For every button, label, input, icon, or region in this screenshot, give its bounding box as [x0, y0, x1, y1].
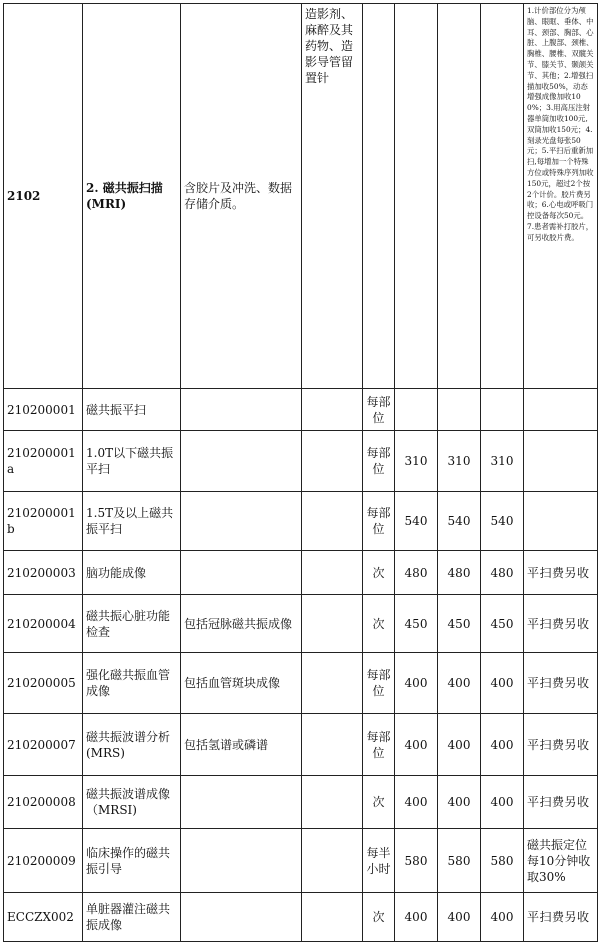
item-price-2: 400 [438, 653, 481, 714]
item-content [181, 389, 302, 431]
category-name: 2. 磁共振扫描(MRI) [83, 4, 181, 389]
item-price-3: 480 [481, 551, 524, 595]
item-note: 平扫费另收 [524, 595, 598, 653]
category-notes: 1.计价部位分为颅脑、眼眶、垂体、中耳、颈部、胸部、心脏、上腹部、颈椎、胸椎、腰椎、双髋关节、膝关节、颞颌关节、其他；2.增强扫描加收50%，动态增强成像加收100%；3.用高压注射器单筒加收100元,双筒加收150元；4.刻录光盘每张50元；5.平扫后重新加扫,每增加一个特殊方位或特殊序列加收150元，超过2个按2个计价。胶片费另收；6.心电或呼吸门控设备每次50元。7.患者需补打胶片，可另收胶片费。 [524, 4, 598, 389]
item-price-2: 400 [438, 893, 481, 942]
item-note [524, 431, 598, 492]
item-except [302, 776, 363, 829]
item-price-1: 400 [395, 776, 438, 829]
item-price-3: 310 [481, 431, 524, 492]
item-name: 脑功能成像 [83, 551, 181, 595]
table-row [4, 893, 598, 942]
item-note: 平扫费另收 [524, 653, 598, 714]
item-unit: 每部位 [363, 431, 395, 492]
item-code: 210200008 [4, 776, 83, 829]
category-row [4, 4, 598, 389]
item-name: 单脏器灌注磁共振成像 [83, 893, 181, 942]
item-except [302, 492, 363, 551]
table-row [4, 595, 598, 653]
item-unit: 次 [363, 595, 395, 653]
item-content [181, 829, 302, 893]
item-content: 包括氢谱或磷谱 [181, 714, 302, 776]
item-price-2: 400 [438, 714, 481, 776]
item-code: 210200005 [4, 653, 83, 714]
item-code: 210200007 [4, 714, 83, 776]
category-price-1 [395, 4, 438, 389]
item-except [302, 595, 363, 653]
item-code: 210200001 [4, 389, 83, 431]
item-price-3: 400 [481, 653, 524, 714]
item-except [302, 653, 363, 714]
item-price-2 [438, 389, 481, 431]
item-price-2: 310 [438, 431, 481, 492]
category-content: 含胶片及冲洗、数据存储介质。 [181, 4, 302, 389]
item-note [524, 492, 598, 551]
item-price-1: 400 [395, 714, 438, 776]
item-unit: 次 [363, 551, 395, 595]
item-code: 210200003 [4, 551, 83, 595]
item-unit: 每部位 [363, 714, 395, 776]
item-note [524, 389, 598, 431]
table-row [4, 492, 598, 551]
item-note: 磁共振定位每10分钟收取30% [524, 829, 598, 893]
item-content [181, 893, 302, 942]
item-name: 磁共振平扫 [83, 389, 181, 431]
item-price-1: 540 [395, 492, 438, 551]
item-price-1: 450 [395, 595, 438, 653]
item-price-1: 400 [395, 893, 438, 942]
item-price-3: 580 [481, 829, 524, 893]
item-name: 1.5T及以上磁共振平扫 [83, 492, 181, 551]
table-row [4, 389, 598, 431]
item-content: 包括冠脉磁共振成像 [181, 595, 302, 653]
price-table [3, 3, 598, 942]
item-unit: 每部位 [363, 653, 395, 714]
item-name: 1.0T以下磁共振平扫 [83, 431, 181, 492]
category-code: 2102 [4, 4, 83, 389]
item-code: 210200001b [4, 492, 83, 551]
item-unit: 每半小时 [363, 829, 395, 893]
item-except [302, 829, 363, 893]
item-except [302, 431, 363, 492]
item-name: 磁共振波谱成像（MRSI) [83, 776, 181, 829]
item-name: 磁共振波谱分析(MRS) [83, 714, 181, 776]
item-name: 强化磁共振血管成像 [83, 653, 181, 714]
item-unit: 每部位 [363, 492, 395, 551]
item-price-1: 310 [395, 431, 438, 492]
item-content [181, 492, 302, 551]
item-content: 包括血管斑块成像 [181, 653, 302, 714]
item-code: ECCZX002 [4, 893, 83, 942]
table-row [4, 551, 598, 595]
item-price-3 [481, 389, 524, 431]
item-note: 平扫费另收 [524, 551, 598, 595]
item-content [181, 776, 302, 829]
item-unit: 次 [363, 893, 395, 942]
item-name: 临床操作的磁共振引导 [83, 829, 181, 893]
item-except [302, 389, 363, 431]
item-code: 210200009 [4, 829, 83, 893]
item-except [302, 714, 363, 776]
item-content [181, 551, 302, 595]
category-price-3 [481, 4, 524, 389]
item-note: 平扫费另收 [524, 893, 598, 942]
item-note: 平扫费另收 [524, 776, 598, 829]
category-price-2 [438, 4, 481, 389]
item-unit: 次 [363, 776, 395, 829]
item-price-1: 580 [395, 829, 438, 893]
item-code: 210200001a [4, 431, 83, 492]
category-except: 造影剂、麻醉及其药物、造影导管留置针 [302, 4, 363, 389]
item-price-3: 540 [481, 492, 524, 551]
category-unit [363, 4, 395, 389]
item-except [302, 551, 363, 595]
item-price-3: 450 [481, 595, 524, 653]
item-note: 平扫费另收 [524, 714, 598, 776]
table-row [4, 653, 598, 714]
item-price-1 [395, 389, 438, 431]
item-price-2: 540 [438, 492, 481, 551]
item-content [181, 431, 302, 492]
item-except [302, 893, 363, 942]
item-price-3: 400 [481, 893, 524, 942]
item-price-2: 400 [438, 776, 481, 829]
item-code: 210200004 [4, 595, 83, 653]
item-price-1: 480 [395, 551, 438, 595]
item-price-3: 400 [481, 776, 524, 829]
item-price-2: 480 [438, 551, 481, 595]
item-price-3: 400 [481, 714, 524, 776]
table-row [4, 829, 598, 893]
item-price-1: 400 [395, 653, 438, 714]
table-row [4, 431, 598, 492]
table-row [4, 776, 598, 829]
item-name: 磁共振心脏功能检查 [83, 595, 181, 653]
item-price-2: 580 [438, 829, 481, 893]
item-price-2: 450 [438, 595, 481, 653]
table-row [4, 714, 598, 776]
item-unit: 每部位 [363, 389, 395, 431]
